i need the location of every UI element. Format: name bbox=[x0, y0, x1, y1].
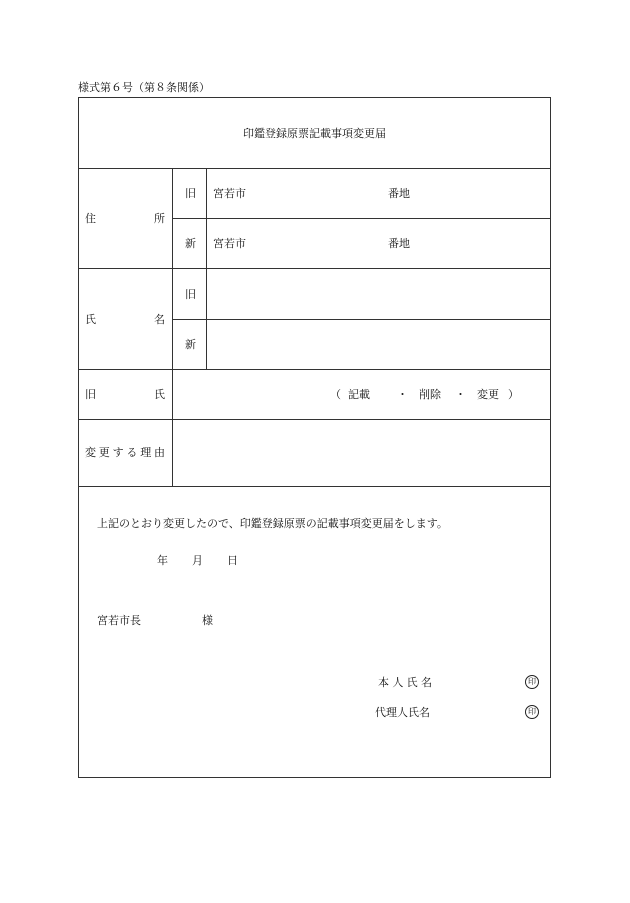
reason-field[interactable] bbox=[173, 421, 550, 485]
form-title: 印鑑登録原票記載事項変更届 bbox=[243, 127, 386, 140]
name-label: 氏 名 bbox=[85, 313, 165, 326]
self-name-label: 本 人 氏 名 bbox=[378, 676, 432, 689]
address-new-city: 宮若市 bbox=[213, 237, 246, 250]
address-old-city: 宮若市 bbox=[213, 187, 246, 200]
divider-address-old-new bbox=[172, 218, 551, 219]
proxy-seal-mark: 印 bbox=[525, 705, 539, 719]
option-change[interactable]: 変更 bbox=[477, 388, 499, 401]
address-new-suffix: 番地 bbox=[388, 237, 410, 250]
address-old-label: 旧 bbox=[185, 187, 196, 200]
date-day: 日 bbox=[227, 554, 238, 567]
addressee-mayor: 宮若市長 bbox=[97, 614, 141, 627]
name-new-label: 新 bbox=[185, 338, 196, 351]
divider-reason bbox=[78, 486, 551, 487]
addressee-honorific: 様 bbox=[202, 614, 213, 627]
name-old-field[interactable] bbox=[207, 270, 550, 318]
old-surname-paren-open: （ bbox=[330, 388, 341, 401]
old-surname-label: 旧 氏 bbox=[85, 388, 165, 401]
date-year: 年 bbox=[157, 554, 168, 567]
divider-title bbox=[78, 168, 551, 169]
proxy-name-label: 代理人氏名 bbox=[375, 706, 430, 719]
form-number: 様式第６号（第８条関係） bbox=[78, 81, 210, 94]
old-surname-paren-close: ） bbox=[508, 388, 519, 401]
divider-old-surname bbox=[78, 419, 551, 420]
name-old-label: 旧 bbox=[185, 288, 196, 301]
reason-label: 変 更 す る 理 由 bbox=[85, 446, 165, 459]
self-seal-mark: 印 bbox=[525, 675, 539, 689]
declaration-text: 上記のとおり変更したので、印鑑登録原票の記載事項変更届をします。 bbox=[97, 517, 448, 530]
address-label: 住 所 bbox=[85, 212, 165, 225]
option-record[interactable]: 記載 bbox=[348, 388, 370, 401]
address-new-label: 新 bbox=[185, 237, 196, 250]
name-new-field[interactable] bbox=[207, 320, 550, 368]
option-separator-1: ・ bbox=[397, 388, 408, 401]
date-month: 月 bbox=[192, 554, 203, 567]
option-separator-2: ・ bbox=[455, 388, 466, 401]
divider-address bbox=[78, 268, 551, 269]
address-old-suffix: 番地 bbox=[388, 187, 410, 200]
option-delete[interactable]: 削除 bbox=[419, 388, 441, 401]
divider-name bbox=[78, 369, 551, 370]
